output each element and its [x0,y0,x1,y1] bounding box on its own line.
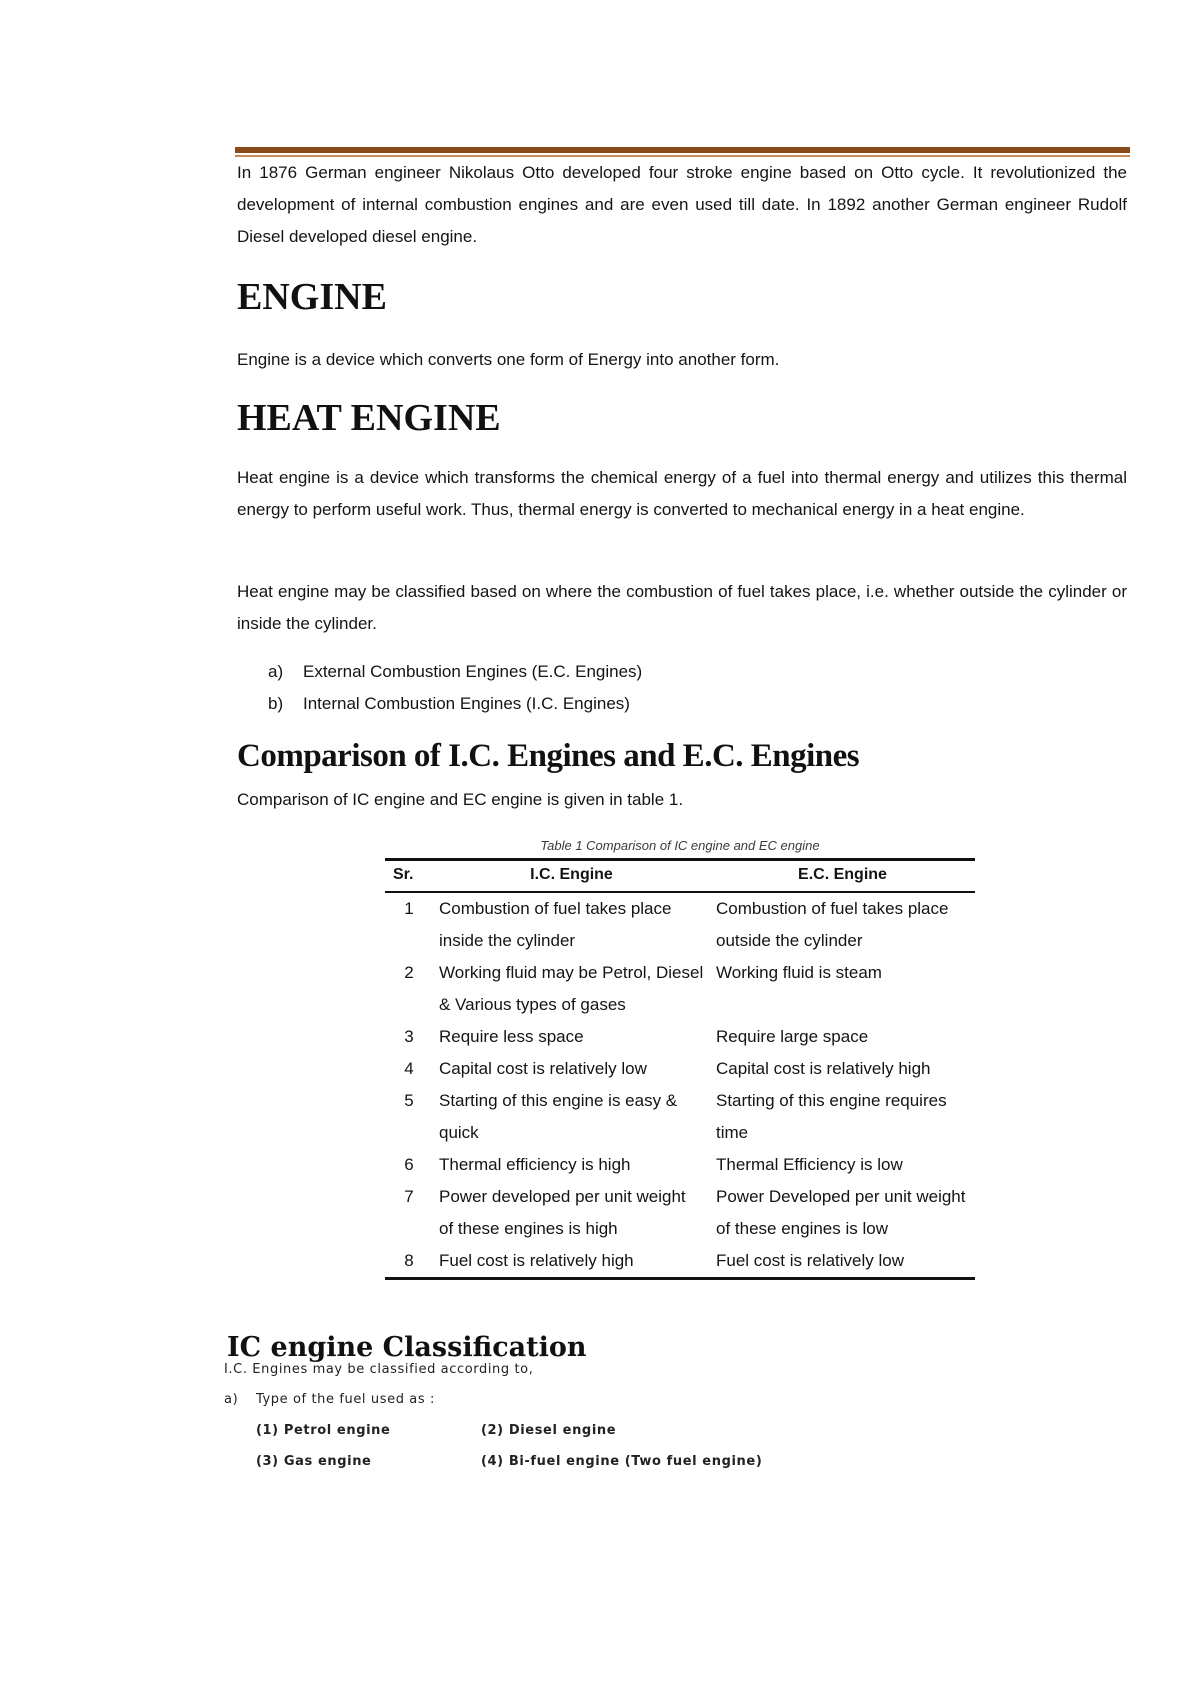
cell-ec: Fuel cost is relatively low [710,1245,975,1279]
table-row [385,892,975,957]
fuel-option-gas: (3) Gas engine [256,1454,372,1469]
cell-sr: 7 [404,1187,414,1206]
comparison-heading: Comparison of I.C. Engines and E.C. Engines [237,738,860,774]
cell-sr: 3 [404,1027,414,1046]
fuel-option-diesel: (2) Diesel engine [481,1423,617,1438]
comparison-intro: Comparison of IC engine and EC engine is given in table 1. [237,790,684,809]
list-marker: b) [268,694,284,713]
cell-ec: Starting of this engine requires time [716,1091,947,1142]
fuel-option-bifuel: (4) Bi-fuel engine (Two fuel engine) [481,1454,763,1469]
classification-heading: IC engine Classification [227,1332,587,1363]
cell-ic: Thermal efficiency is high [439,1155,631,1174]
cell-sr: 5 [404,1091,414,1110]
table-row [385,1021,975,1053]
list-item-text: External Combustion Engines (E.C. Engines) [303,662,643,681]
engine-types-list [268,656,642,720]
cell-ic: Fuel cost is relatively high [433,1245,710,1279]
header-rule [235,147,1130,153]
list-item [268,656,642,688]
comparison-table [385,858,975,1280]
heat-engine-paragraph-2: Heat engine may be classified based on where the combustion of fuel takes place, i.e. whether outside the cylinder or inside the cylinder. [237,582,1127,633]
cell-ec: Thermal Efficiency is low [716,1155,903,1174]
list-marker: a) [268,662,284,681]
cell-sr: 2 [404,963,414,982]
classification-item-marker: a) [224,1392,239,1407]
list-item-text: Internal Combustion Engines (I.C. Engines) [303,694,630,713]
engine-heading: ENGINE [237,276,387,318]
table-row [385,1053,975,1085]
cell-ic: Combustion of fuel takes place inside the cylinder [439,899,672,950]
column-header-ec: E.C. Engine [710,860,975,893]
cell-ic: Capital cost is relatively low [439,1059,647,1078]
table-row [385,1085,975,1149]
heat-engine-heading: HEAT ENGINE [237,397,501,439]
cell-ec: Power Developed per unit weight of these engines is low [716,1187,966,1238]
cell-ic: Power developed per unit weight of these engines is high [439,1187,686,1238]
table-row [385,1181,975,1245]
table-row [385,1149,975,1181]
fuel-option-petrol: (1) Petrol engine [256,1423,391,1438]
heat-engine-paragraph-1: Heat engine is a device which transforms the chemical energy of a fuel into thermal energy and utilizes this thermal energy to perform useful work. Thus, thermal energy is converted to mechanical energy in a heat engine. [237,468,1127,519]
table-header-row [385,860,975,893]
list-item [268,688,642,720]
cell-sr: 8 [385,1245,433,1279]
engine-definition: Engine is a device which converts one form of Energy into another form. [237,350,780,369]
classification-intro: I.C. Engines may be classified according to, [224,1362,534,1377]
table-row [385,957,975,1021]
cell-ec: Working fluid is steam [716,963,882,982]
table-caption: Table 1 Comparison of IC engine and EC engine [540,838,820,853]
table-row [385,1245,975,1279]
column-header-sr: Sr. [385,860,433,893]
cell-ec: Require large space [716,1027,869,1046]
cell-ic: Working fluid may be Petrol, Diesel & Various types of gases [439,963,704,1014]
cell-sr: 4 [404,1059,414,1078]
cell-sr: 6 [404,1155,414,1174]
column-header-ic: I.C. Engine [433,860,710,893]
classification-item-text: Type of the fuel used as : [256,1392,435,1407]
cell-ic: Starting of this engine is easy & quick [439,1091,678,1142]
cell-sr: 1 [404,899,414,918]
cell-ec: Combustion of fuel takes place outside the cylinder [716,899,949,950]
cell-ic: Require less space [439,1027,584,1046]
cell-ec: Capital cost is relatively high [716,1059,931,1078]
intro-paragraph: In 1876 German engineer Nikolaus Otto developed four stroke engine based on Otto cycle. It revolutionized the development of internal combustion engines and are even used till date. In 1892 another German engineer Rudolf Diesel developed diesel engine. [237,163,1127,246]
